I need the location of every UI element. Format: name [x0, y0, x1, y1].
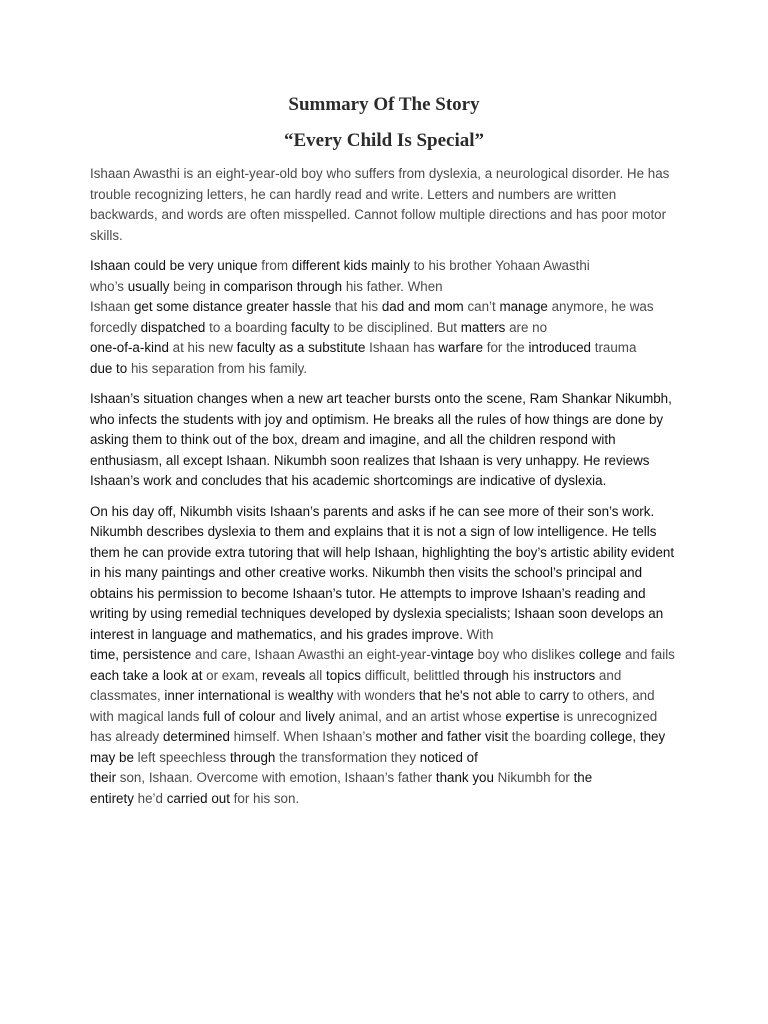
text-span: his separation from his family. — [127, 360, 308, 376]
text-span: warfare — [438, 340, 484, 355]
text-span: Ishaan — [90, 299, 134, 314]
text-span: get some distance greater hassle — [133, 299, 332, 314]
text-span: dispatched — [140, 319, 206, 335]
text-span: for the — [483, 340, 529, 355]
text-span: to — [520, 688, 540, 703]
text-span: to a boarding — [205, 319, 292, 335]
text-span: different kids mainly — [288, 258, 414, 273]
text-span: being — [169, 278, 210, 294]
text-span: inner international — [164, 688, 271, 703]
text-span: from — [261, 258, 289, 273]
text-span: college — [578, 647, 622, 662]
document-body — [90, 164, 682, 819]
text-span: noticed of — [419, 749, 478, 765]
text-span: the boarding — [508, 729, 590, 744]
text-span: to others, and with magical lands — [90, 688, 655, 724]
text-span: Ishaan — [90, 258, 131, 273]
text-span: left speechless — [133, 749, 230, 765]
document-subtitle: “Every Child Is Special” — [283, 130, 485, 151]
text-span: and classmates, — [90, 667, 622, 703]
text-span: mother and father visit — [375, 729, 509, 744]
text-span: in comparison through — [209, 278, 343, 294]
text-span: reveals — [261, 667, 306, 683]
text-span: determined — [162, 729, 230, 744]
text-span: faculty — [291, 319, 330, 335]
text-span: vintage — [430, 647, 474, 662]
text-span: or exam, — [202, 667, 262, 683]
text-span: that he's not able — [419, 688, 521, 703]
text-span: Nikumbh for — [493, 770, 574, 785]
text-span: each take a look at — [90, 667, 203, 683]
text-span: Ishaan has — [365, 340, 439, 355]
text-span: On his day off, Nikumbh visits Ishaan’s parents and asks if he can see more of their son’s work. Nikumbh describes dyslexia to them and explains that it is not a sign of low intelligence. He tells them he can provide extra tutoring that will help Ishaan, highlighting the boy’s artistic ability evident in his many paintings and other creative works. Nikumbh then visits the school’s principal and obtains his permission to become Ishaan’s tutor. He attempts to improve Ishaan’s reading and writing by using remedial techniques developed by dyslexia specialists; Ishaan soon develops an interest in language and mathematics, and his grades improve. — [90, 503, 675, 642]
text-span: is — [270, 688, 288, 703]
text-span: With — [462, 626, 494, 642]
paragraph-intro: Ishaan Awasthi is an eight-year-old boy who suffers from dyslexia, a neurological disorder. He has trouble recognizing letters, he can hardly read and write. Letters and numbers are written backwards, and words are often misspelled. Cannot follow multiple directions and has poor motor skills. — [90, 166, 670, 243]
text-span: matters — [460, 319, 506, 335]
text-span: are no — [505, 319, 548, 335]
paragraph-teacher: Ishaan’s situation changes when a new art teacher bursts onto the scene, Ram Shankar Nikumbh, who infects the students with joy and optimism. He breaks all the rules of how things are done by asking them to think out of the box, dream and imagine, and all the children respond with enthusiasm, all except Ishaan. Nikumbh soon realizes that Ishaan is very unhappy. He reviews Ishaan’s work and concludes that his academic shortcomings are indicative of dyslexia. — [90, 391, 672, 488]
text-span: carried out — [166, 790, 230, 806]
text-span: dad and mom — [381, 299, 464, 314]
text-span: at his new — [168, 340, 237, 355]
paragraph-brother — [90, 256, 682, 379]
text-span: he’d — [133, 790, 167, 806]
text-span: with wonders — [333, 688, 419, 703]
text-span: the transformation they — [275, 749, 420, 765]
text-span: expertise — [505, 708, 560, 724]
text-span: to his brother Yohaan Awasthi — [413, 258, 590, 273]
text-span: his father. When — [342, 278, 443, 294]
text-span: due to — [90, 360, 128, 376]
text-span: all — [305, 667, 326, 683]
text-span: entirety — [90, 790, 134, 806]
text-span: instructors — [533, 667, 596, 683]
document-title: Summary Of The Story — [288, 94, 480, 115]
text-span: lively — [305, 708, 335, 724]
text-span: that his — [331, 299, 382, 314]
text-span: to be disciplined. But — [329, 319, 461, 335]
text-span: college, they may be — [90, 729, 666, 765]
text-span: and — [275, 708, 306, 724]
text-span: and care, Ishaan Awasthi an eight-year- — [191, 647, 431, 662]
text-span: introduced — [528, 340, 591, 355]
text-span: thank you — [435, 770, 494, 785]
text-span: and fails — [621, 647, 675, 662]
text-span: his — [508, 667, 534, 683]
text-span: trauma — [591, 340, 637, 355]
text-span: difficult, belittled — [360, 667, 464, 683]
text-span: manage — [499, 299, 548, 314]
text-span: could be very unique — [130, 258, 262, 273]
paragraph-tutoring — [90, 502, 682, 810]
text-span: wealthy — [288, 688, 334, 703]
text-span: carry — [539, 688, 569, 703]
text-span: himself. When Ishaan’s — [229, 729, 376, 744]
text-span: topics — [325, 667, 361, 683]
text-span: the — [573, 770, 593, 785]
text-span: full of colour — [203, 708, 276, 724]
text-span: who’s — [90, 278, 128, 294]
text-span: through — [229, 749, 276, 765]
text-span: their — [90, 770, 117, 785]
text-span: faculty as a substitute — [236, 340, 366, 355]
text-span: one-of-a-kind — [90, 340, 169, 355]
text-span: son, Ishaan. Overcome with emotion, Ishaan’s father — [116, 770, 436, 785]
text-span: for his son. — [229, 790, 300, 806]
text-span: can’t — [463, 299, 500, 314]
text-span: usually — [127, 278, 170, 294]
text-span: anymore, he was forcedly — [90, 299, 654, 335]
text-span: boy who dislikes — [473, 647, 579, 662]
text-span: time, — [90, 647, 123, 662]
text-span: through — [463, 667, 509, 683]
text-span: animal, and an artist whose — [334, 708, 506, 724]
text-span: is unrecognized has already — [90, 708, 658, 744]
text-span: persistence — [122, 647, 192, 662]
